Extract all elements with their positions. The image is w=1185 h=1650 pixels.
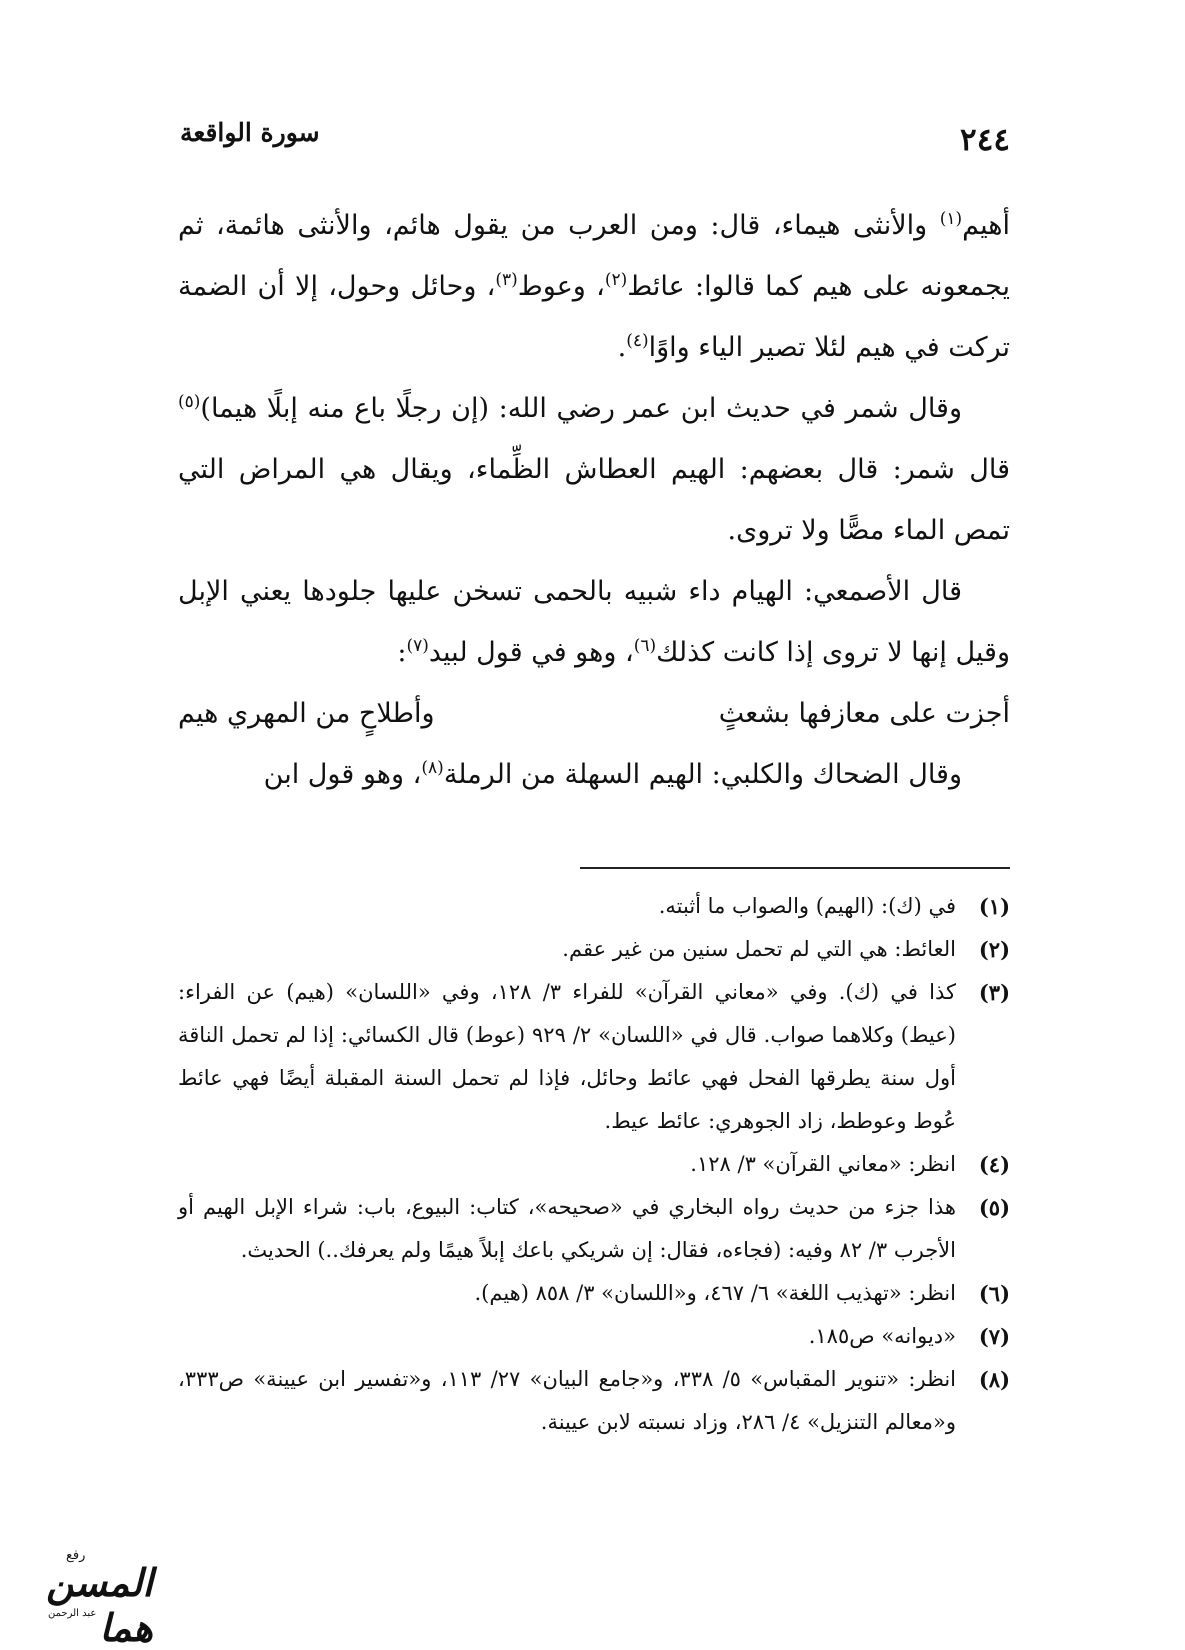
page-number: ٢٤٤ [960, 122, 1010, 158]
text-run: ، وحائل وحول، إلا أن الضمة تركت في هيم لئلا تصير الياء واوًا [178, 271, 1010, 363]
footnote-ref-2[interactable]: (٢) [604, 270, 628, 290]
footnote-number: (١) [978, 894, 1010, 919]
paragraph-1 [178, 195, 1010, 378]
footnote-text: في (ك): (الهيم) والصواب ما أثبته. [658, 894, 956, 918]
footnote-ref-1[interactable]: (١) [939, 209, 963, 229]
text-run: قال الأصمعي: الهيام داء شبيه بالحمى تسخن عليها جلودها يعني الإبل وقيل إنها لا تروى إذا كانت كذلك [178, 576, 1010, 668]
footnote-ref-8[interactable]: (٨) [421, 758, 444, 778]
text-run: . [617, 332, 627, 363]
poetry-verse [178, 683, 1010, 744]
paragraph-2 [178, 378, 1010, 561]
footnote-text: انظر: «معاني القرآن» ٣/ ١٢٨. [690, 1152, 956, 1176]
surah-title: سورة الواقعة [180, 118, 320, 147]
body-text [178, 195, 1010, 805]
text-run: : [397, 637, 407, 668]
footnote-number: (٦) [978, 1281, 1010, 1306]
text-run: والأنثى هيماء، قال: ومن العرب من يقول هائم، والأنثى هائمة، ثم يجمعونه على هيم كما قالوا: عائط [178, 210, 1011, 302]
footnote-text: «ديوانه» ص١٨٥. [808, 1324, 956, 1348]
footnote-text: العائط: هي التي لم تحمل سنين من غير عقم. [562, 937, 956, 961]
footnote-text: كذا في (ك). وفي «معاني القرآن» للفراء ٣/ ١٢٨، وفي «اللسان» (هيم) عن الفراء: (عيط) وكلاهما صواب. قال في «اللسان» ٢/ ٩٢٩ (عوط) قال الكسائي: إذا لم تحمل الناقة أول سنة يطرقها الفحل فهي عائط وحائل، فإذا لم تحمل السنة المقبلة أيضًا فهي عائط عُوط وعوطط، زاد الجوهري: عائط عيط. [178, 980, 957, 1133]
text-run: ، وهو قول ابن [263, 759, 422, 790]
seal-main-text: المسن هما [46, 1560, 153, 1650]
footnote-number: (٤) [978, 1152, 1010, 1177]
verse-first-hemistich: أجزت على معازفها بشعثٍ [718, 698, 1010, 729]
text-run: أهيم [962, 210, 1010, 241]
footnote-text: انظر: «تنوير المقباس» ٥/ ٣٣٨، و«جامع البيان» ٢٧/ ١١٣، و«تفسير ابن عيينة» ص٣٣٣، و«معالم التنزيل» ٤/ ٢٨٦، وزاد نسبته لابن عيينة. [178, 1367, 956, 1434]
footnote [178, 1358, 1010, 1444]
text-run: ، وهو في قول لبيد [428, 637, 634, 668]
seal-bottom-text: عبد الرحمن [48, 1608, 97, 1619]
footnote [178, 1186, 1010, 1272]
text-run: قال شمر: قال بعضهم: الهيم العطاش الظِّماء، ويقال هي المراض التي تمص الماء مصًّا ولا تروى. [178, 454, 1010, 546]
running-header [180, 118, 1010, 162]
footnote [178, 1315, 1010, 1358]
seal-top-text: رفع [66, 1548, 86, 1563]
footnote-number: (٢) [978, 937, 1010, 962]
footnote-text: هذا جزء من حديث رواه البخاري في «صحيحه»، كتاب: البيوع، باب: شراء الإبل الهيم أو الأجرب ٣/ ٨٢ وفيه: (فجاءه، فقال: إن شريكي باعك إبلاً هيمًا ولم يعرفك..) الحديث. [178, 1195, 956, 1262]
footnote-ref-4[interactable]: (٤) [626, 331, 649, 351]
footnote-ref-3[interactable]: (٣) [495, 270, 518, 290]
footnote-number: (٣) [978, 980, 1010, 1005]
footnote [178, 1272, 1010, 1315]
footnote-number: (٨) [978, 1367, 1010, 1392]
footnote-ref-5[interactable]: (٥) [178, 392, 201, 412]
text-run: وقال شمر في حديث ابن عمر رضي الله: (إن رجلًا باع منه إبلًا هيما) [200, 393, 962, 424]
verse-second-hemistich: وأطلاحٍ من المهري هيم [178, 698, 435, 729]
footnote-number: (٥) [978, 1195, 1010, 1220]
calligraphic-seal-logo [18, 1548, 153, 1650]
footnote [178, 971, 1010, 1143]
text-run: ، وعوط [517, 271, 605, 302]
footnote [178, 928, 1010, 971]
footnote-divider [580, 867, 1010, 869]
footnote-ref-6[interactable]: (٦) [633, 636, 657, 656]
text-run: وقال الضحاك والكلبي: الهيم السهلة من الرملة [443, 759, 962, 790]
footnote-number: (٧) [978, 1324, 1010, 1349]
footnote-text: انظر: «تهذيب اللغة» ٦/ ٤٦٧، و«اللسان» ٣/ ٨٥٨ (هيم). [474, 1281, 956, 1305]
footnote [178, 1143, 1010, 1186]
footnote-ref-7[interactable]: (٧) [406, 636, 429, 656]
footnote [178, 885, 1010, 928]
paragraph-3 [178, 561, 1010, 683]
paragraph-4 [178, 744, 1010, 805]
footnotes [178, 885, 1010, 1444]
